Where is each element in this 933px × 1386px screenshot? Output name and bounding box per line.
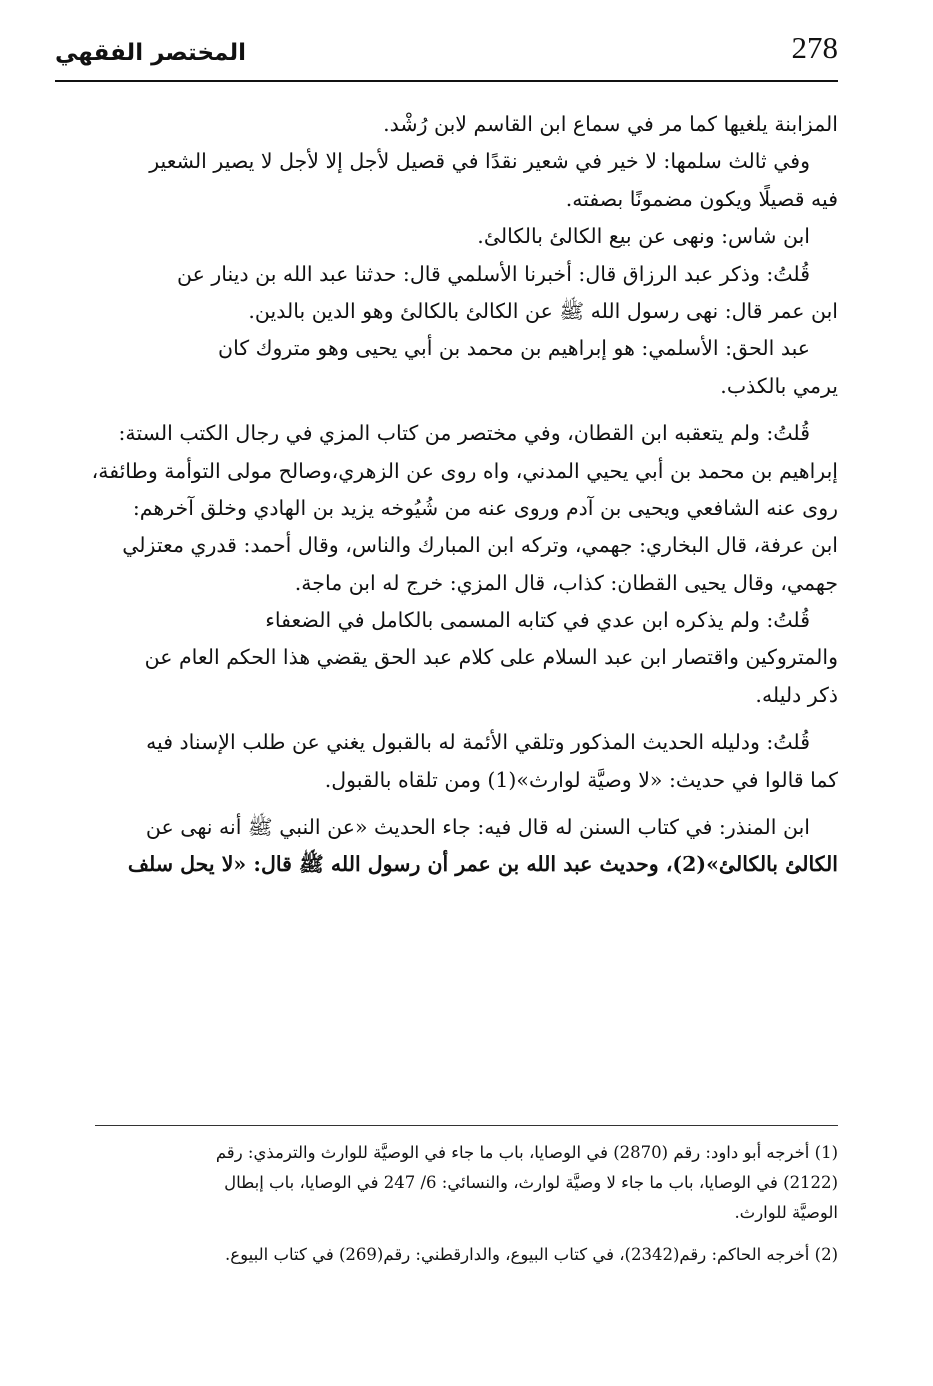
text-line: الكالئ بالكالئ»(2)، وحديث عبد الله بن عمر أن رسول الله ﷺ قال: «لا يحل سلف bbox=[127, 852, 838, 877]
text-line: كما قالوا في حديث: «لا وصيَّة لوارث»(1) ومن تلقاه بالقبول. bbox=[324, 767, 838, 792]
main-text bbox=[62, 106, 838, 884]
page-header bbox=[55, 30, 838, 80]
header-divider bbox=[55, 80, 838, 82]
text-line: والمتروكين واقتصار ابن عبد السلام على كلام عبد الحق يقضي هذا الحكم العام عن bbox=[144, 645, 838, 670]
text-line: قُلتُ: وذكر عبد الرزاق قال: أخبرنا الأسلمي قال: حدثنا عبد الله بن دينار عن bbox=[177, 261, 810, 286]
text-line: قُلتُ: ولم يتعقبه ابن القطان، وفي مختصر من كتاب المزي في رجال الكتب الستة: bbox=[118, 421, 810, 446]
footnote-line: الوصيَّة للوارث. bbox=[734, 1203, 838, 1222]
text-line: عبد الحق: الأسلمي: هو إبراهيم بن محمد بن أبي يحيى وهو متروك كان bbox=[218, 336, 810, 361]
text-line: ذكر دليله. bbox=[755, 682, 838, 707]
text-line: ابن المنذر: في كتاب السنن له قال فيه: جاء الحديث «عن النبي ﷺ أنه نهى عن bbox=[145, 815, 810, 840]
text-line: ابن شاس: ونهى عن بيع الكالئ بالكالئ. bbox=[477, 224, 810, 249]
paragraph-gap bbox=[62, 799, 838, 809]
book-title: المختصر الفقهي bbox=[55, 40, 246, 66]
text-line: إبراهيم بن محمد بن أبي يحيي المدني، واه روى عن الزهري،وصالح مولى التوأمة وطائفة، bbox=[91, 458, 838, 483]
footnote-divider bbox=[95, 1125, 838, 1126]
text-line: ابن عمر قال: نهى رسول الله ﷺ عن الكالئ بالكالئ وهو الدين بالدين. bbox=[248, 298, 838, 323]
text-line: فيه قصيلًا ويكون مضمونًا بصفته. bbox=[565, 186, 838, 211]
footnote-line: (2) أخرجه الحاكم: رقم(2342)، في كتاب البيوع، والدارقطني: رقم(269) في كتاب البيوع. bbox=[225, 1245, 838, 1264]
footnotes bbox=[62, 1138, 838, 1270]
text-line: جهمي، وقال يحيى القطان: كذاب، قال المزي: خرج له ابن ماجة. bbox=[294, 570, 838, 595]
paragraph-gap bbox=[62, 405, 838, 415]
text-line: قُلتُ: ولم يذكره ابن عدي في كتابه المسمى بالكامل في الضعفاء bbox=[265, 608, 810, 633]
footnote-line: (1) أخرجه أبو داود: رقم (2870) في الوصايا، باب ما جاء في الوصيَّة للوارث والترمذي: رقم bbox=[215, 1143, 838, 1162]
text-line: المزابنة يلغيها كما مر في سماع ابن القاسم لابن رُشْد. bbox=[383, 112, 838, 136]
text-line: وفي ثالث سلمها: لا خير في شعير نقدًا في قصيل لأجل إلا لأجل لا يصير الشعير bbox=[149, 149, 810, 174]
paragraph-gap bbox=[62, 714, 838, 724]
footnote-gap bbox=[62, 1228, 838, 1240]
text-line: روى عنه الشافعي ويحيى بن آدم وروى عنه من شُيُوخه يزيد بن الهادي وخلق آخرهم: bbox=[132, 495, 838, 520]
text-line: يرمي بالكذب. bbox=[720, 373, 838, 398]
text-line: قُلتُ: ودليله الحديث المذكور وتلقي الأئمة له بالقبول يغني عن طلب الإسناد فيه bbox=[146, 730, 810, 755]
footnote-line: (2122) في الوصايا، باب ما جاء لا وصيَّة لوارث، والنسائي: 6/ 247 في الوصايا، باب إبطال bbox=[224, 1173, 838, 1192]
page-number: 278 bbox=[791, 30, 838, 65]
text-line: ابن عرفة، قال البخاري: جهمي، وتركه ابن المبارك والناس، وقال أحمد: قدري معتزلي bbox=[122, 533, 838, 558]
